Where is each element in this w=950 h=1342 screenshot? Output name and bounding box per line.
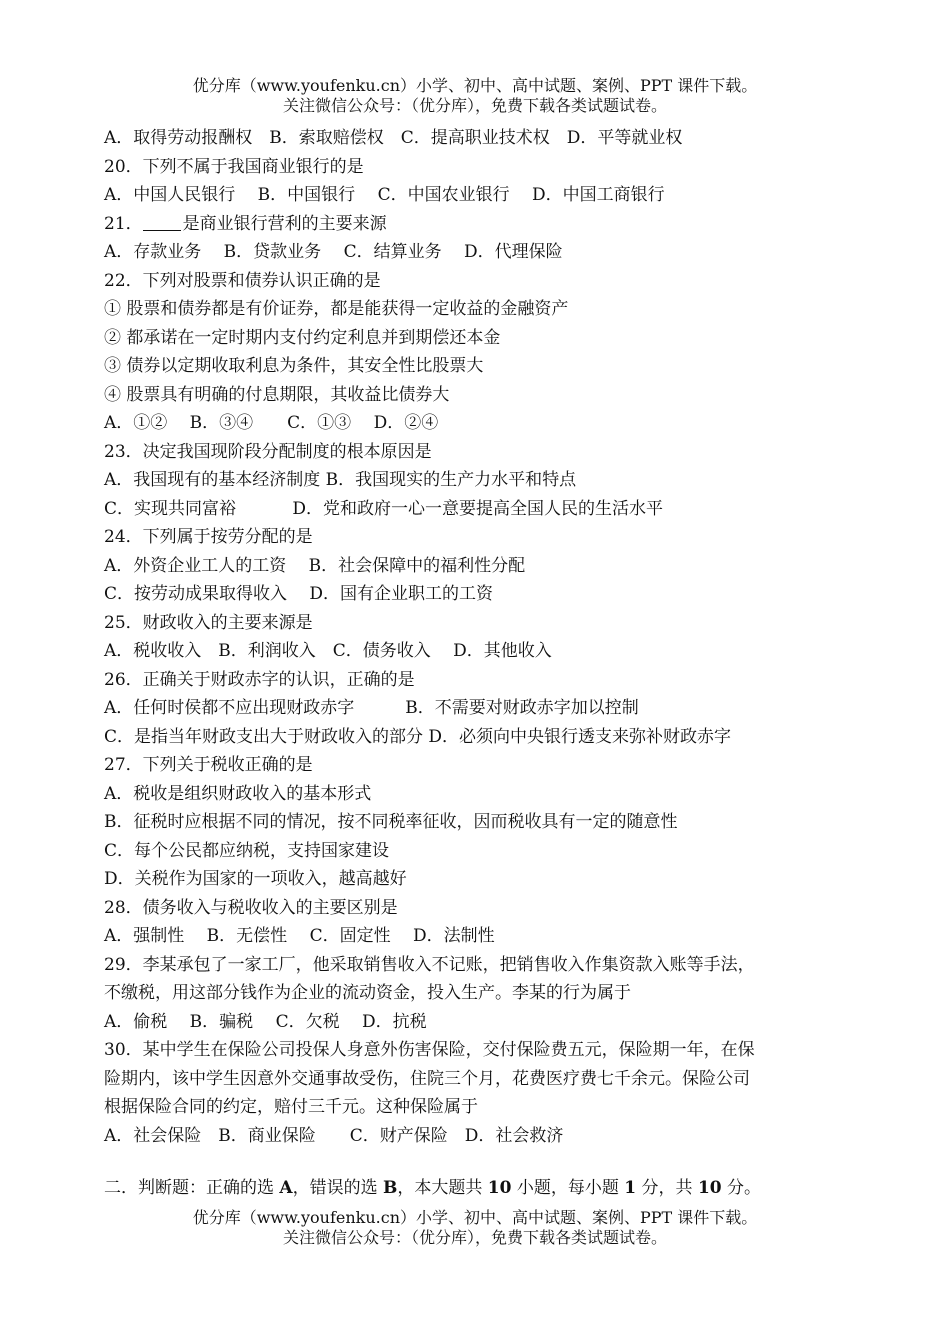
q26-options-ab: A．任何时侯都不应出现财政赤字 B．不需要对财政赤字加以控制 (104, 698, 639, 718)
section-2-text: 分，共 (636, 1178, 698, 1198)
section-2-text: 分。 (721, 1178, 762, 1198)
q22-options: A．①② B．③④ C．①③ D．②④ (104, 413, 439, 433)
q29-stem-line-2: 不缴税，用这部分钱作为企业的流动资金，投入生产。李某的行为属于 (104, 983, 631, 1003)
q22-statement-4: ④ 股票具有明确的付息期限，其收益比债券大 (104, 384, 450, 405)
q26-stem: 26．正确关于财政赤字的认识，正确的是 (104, 669, 415, 690)
q19-options: A．取得劳动报酬权 B．索取赔偿权 C．提高职业技术权 D．平等就业权 (104, 128, 683, 148)
section-2-bold-b: B (383, 1178, 398, 1198)
section-2-text: 小题，每小题 (511, 1178, 625, 1198)
q23-options-cd: C．实现共同富裕 D．党和政府一心一意要提高全国人民的生活水平 (104, 498, 664, 519)
q20-stem: 20．下列不属于我国商业银行的是 (104, 156, 364, 177)
q23-options-ab: A．我国现有的基本经济制度 B．我国现实的生产力水平和特点 (104, 470, 577, 490)
section-spacer (104, 1150, 844, 1174)
q30-stem-line-3: 根据保险合同的约定，赔付三千元。这种保险属于 (104, 1097, 478, 1117)
q24-options-ab: A．外资企业工人的工资 B．社会保障中的福利性分配 (104, 555, 526, 576)
section-2-heading (104, 1174, 844, 1203)
q25-stem: 25．财政收入的主要来源是 (104, 612, 313, 633)
q29-stem-line-1: 29．李某承包了一家工厂，他采取销售收入不记账，把销售收入作集资款入账等手法， (104, 954, 755, 975)
fill-in-blank (143, 212, 181, 231)
q28-stem: 28．债务收入与税收收入的主要区别是 (104, 897, 398, 918)
q22-statement-2: ② 都承诺在一定时期内支付约定利息并到期偿还本金 (104, 327, 501, 348)
q23-stem: 23．决定我国现阶段分配制度的根本原因是 (104, 441, 432, 462)
q27-option-d: D．关税作为国家的一项收入，越高越好 (104, 869, 407, 889)
q21-stem (104, 210, 844, 239)
footer-line-2: 关注微信公众号：（优分库），免费下载各类试题试卷。 (282, 1228, 667, 1247)
q20-options: A．中国人民银行 B．中国银行 C．中国农业银行 D．中国工商银行 (104, 185, 665, 205)
q29-options: A．偷税 B．骗税 C．欠税 D．抗税 (104, 1011, 427, 1032)
q30-stem-line-1: 30．某中学生在保险公司投保人身意外伤害保险，交付保险费五元，保险期一年，在保 (104, 1040, 755, 1060)
section-2-text: ，本大题共 (397, 1178, 488, 1198)
page-header (0, 76, 950, 116)
header-line-1: 优分库（www.youfenku.cn）小学、初中、高中试题、案例、PPT 课件下载。 (192, 76, 758, 95)
q22-statement-3: ③ 债券以定期收取利息为条件，其安全性比股票大 (104, 356, 484, 376)
section-2-bold-total: 10 (697, 1178, 722, 1198)
section-2-bold-count: 10 (487, 1178, 512, 1198)
q26-options-cd: C．是指当年财政支出大于财政收入的部分 D．必须向中央银行透支来弥补财政赤字 (104, 726, 732, 747)
q30-stem-line-2: 险期内，该中学生因意外交通事故受伤，住院三个月，花费医疗费七千余元。保险公司 (104, 1068, 750, 1089)
q27-option-a: A．税收是组织财政收入的基本形式 (104, 783, 372, 804)
q22-statement-1: ① 股票和债券都是有价证券，都是能获得一定收益的金融资产 (104, 299, 569, 319)
q28-options: A．强制性 B．无偿性 C．固定性 D．法制性 (104, 926, 495, 946)
section-2-text: ，错误的选 (292, 1178, 384, 1198)
footer-line-1: 优分库（www.youfenku.cn）小学、初中、高中试题、案例、PPT 课件下载。 (192, 1208, 758, 1227)
page-footer (0, 1208, 950, 1248)
q21-text: 是商业银行营利的主要来源 (182, 213, 387, 234)
question-list (104, 124, 844, 1203)
q27-option-c: C．每个公民都应纳税，支持国家建设 (104, 840, 390, 861)
q21-number: 21． (104, 213, 143, 234)
section-2-bold-a: A (279, 1178, 293, 1198)
header-line-2: 关注微信公众号：（优分库），免费下载各类试题试卷。 (282, 96, 667, 115)
q24-stem: 24．下列属于按劳分配的是 (104, 527, 313, 547)
section-2-bold-points: 1 (624, 1178, 637, 1198)
q25-options: A．税收收入 B．利润收入 C．债务收入 D．其他收入 (104, 641, 552, 661)
q24-options-cd: C．按劳动成果取得收入 D．国有企业职工的工资 (104, 584, 494, 604)
section-2-text: 二．判断题：正确的选 (104, 1178, 280, 1198)
q30-options: A．社会保险 B．商业保险 C．财产保险 D．社会救济 (104, 1125, 564, 1146)
q27-option-b: B．征税时应根据不同的情况，按不同税率征收，因而税收具有一定的随意性 (104, 812, 678, 832)
q21-options: A．存款业务 B．贷款业务 C．结算业务 D．代理保险 (104, 242, 563, 262)
q22-stem: 22．下列对股票和债券认识正确的是 (104, 270, 381, 291)
q27-stem: 27．下列关于税收正确的是 (104, 755, 313, 775)
